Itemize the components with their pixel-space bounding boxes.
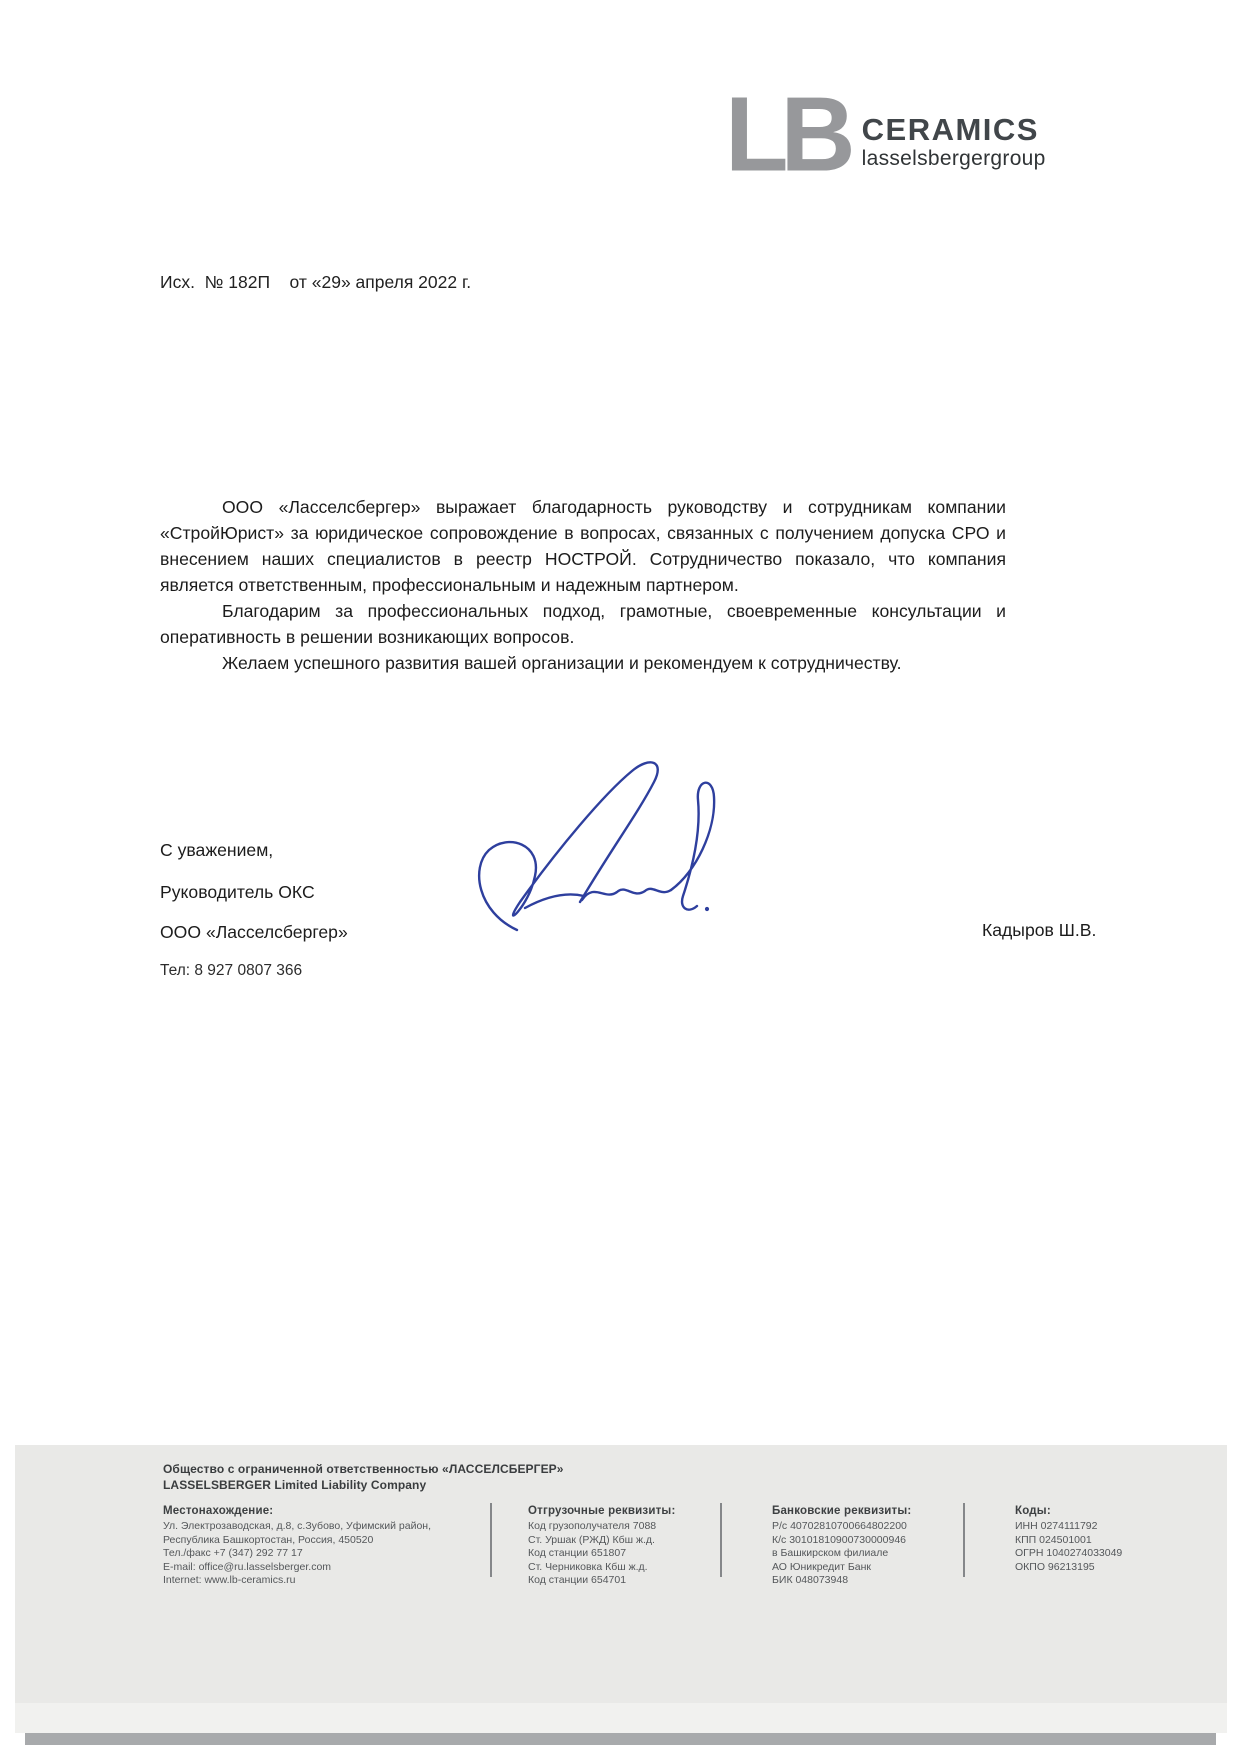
footer-column-location: [163, 1505, 503, 1588]
logo-ceramics-label: CERAMICS: [861, 112, 1039, 147]
footer-column-title: Коды:: [1015, 1505, 1051, 1517]
company-logo: [725, 75, 1046, 195]
footer-line: Ст. Черниковка Кбш ж.д.: [528, 1560, 648, 1573]
footer-company-name-en: LASSELSBERGER Limited Liability Company: [163, 1478, 427, 1492]
footer-line: ИНН 0274111792: [1015, 1520, 1098, 1532]
signoff-regards: С уважением,: [160, 840, 274, 860]
footer-line: АО Юникредит Банк: [772, 1560, 872, 1573]
handwritten-signature-icon: [462, 750, 762, 945]
footer-line: Республика Башкортостан, Россия, 450520: [163, 1533, 374, 1546]
logo-group-label: lasselsbergergroup: [861, 147, 1046, 170]
footer-line: Ст. Уршак (РЖД) Кбш ж.д.: [528, 1533, 655, 1546]
footer-column-title: Банковские реквизиты:: [772, 1505, 912, 1517]
footer-line: Ул. Электрозаводская, д.8, с.Зубово, Уфимский район,: [163, 1520, 432, 1532]
footer-line: К/с 30101810900730000946: [772, 1533, 906, 1546]
footer-line: КПП 024501001: [1015, 1533, 1092, 1546]
footer-band-lower: [15, 1703, 1227, 1733]
outgoing-reference-line: Исх. № 182П от «29» апреля 2022 г.: [160, 272, 472, 292]
page-bottom-bar: [25, 1733, 1216, 1745]
footer-line: Код грузополучателя 7088: [528, 1520, 657, 1532]
footer-line: Internet: www.lb-ceramics.ru: [163, 1574, 296, 1586]
signer-name: Кадыров Ш.В.: [982, 920, 1097, 940]
letter-body: [160, 494, 1006, 676]
lb-logo-icon: LB: [725, 75, 848, 195]
footer-column-title: Отгрузочные реквизиты:: [528, 1505, 676, 1517]
signoff-company: ООО «Ласселсбергер»: [160, 922, 348, 942]
footer-line: Код станции 651807: [528, 1547, 627, 1559]
footer-line: Тел./факс +7 (347) 292 77 17: [163, 1547, 303, 1559]
body-paragraph-2: Благодарим за профессиональных подход, грамотные, своевременные консультации и оперативность в решении возникающих вопросов.: [160, 601, 1006, 647]
footer-line: в Башкирском филиале: [772, 1547, 889, 1559]
footer-line: Р/с 40702810700664802200: [772, 1520, 907, 1532]
footer-column-bank: [772, 1505, 972, 1588]
footer-line: E-mail: office@ru.lasselsberger.com: [163, 1560, 332, 1573]
footer-line: ОКПО 96213195: [1015, 1560, 1095, 1573]
logo-text-block: [862, 92, 1046, 171]
signoff-position: Руководитель ОКС: [160, 882, 315, 902]
signoff-phone: Тел: 8 927 0807 366: [160, 962, 303, 979]
footer-line: БИК 048073948: [772, 1574, 849, 1586]
footer-column-shipping: [528, 1505, 728, 1588]
footer-band: [15, 1445, 1227, 1703]
footer-column-codes: [1015, 1505, 1195, 1574]
footer-line: ОГРН 1040274033049: [1015, 1547, 1123, 1559]
footer-company-name-ru: Общество с ограниченной ответственностью «ЛАССЕЛСБЕРГЕР»: [163, 1462, 564, 1476]
body-paragraph-1: ООО «Ласселсбергер» выражает благодарность руководству и сотрудникам компании «СтройЮрист» за юридическое сопровождение в вопросах, связанных с получением допуска СРО и внесением наших специалистов в реестр НОСТРОЙ. Сотрудничество показало, что компания является ответственным, профессиональным и надежным партнером.: [160, 497, 1006, 595]
body-paragraph-3: Желаем успешного развития вашей организации и рекомендуем к сотрудничеству.: [222, 653, 902, 673]
footer-line: Код станции 654701: [528, 1574, 627, 1586]
footer-column-title: Местонахождение:: [163, 1505, 274, 1517]
